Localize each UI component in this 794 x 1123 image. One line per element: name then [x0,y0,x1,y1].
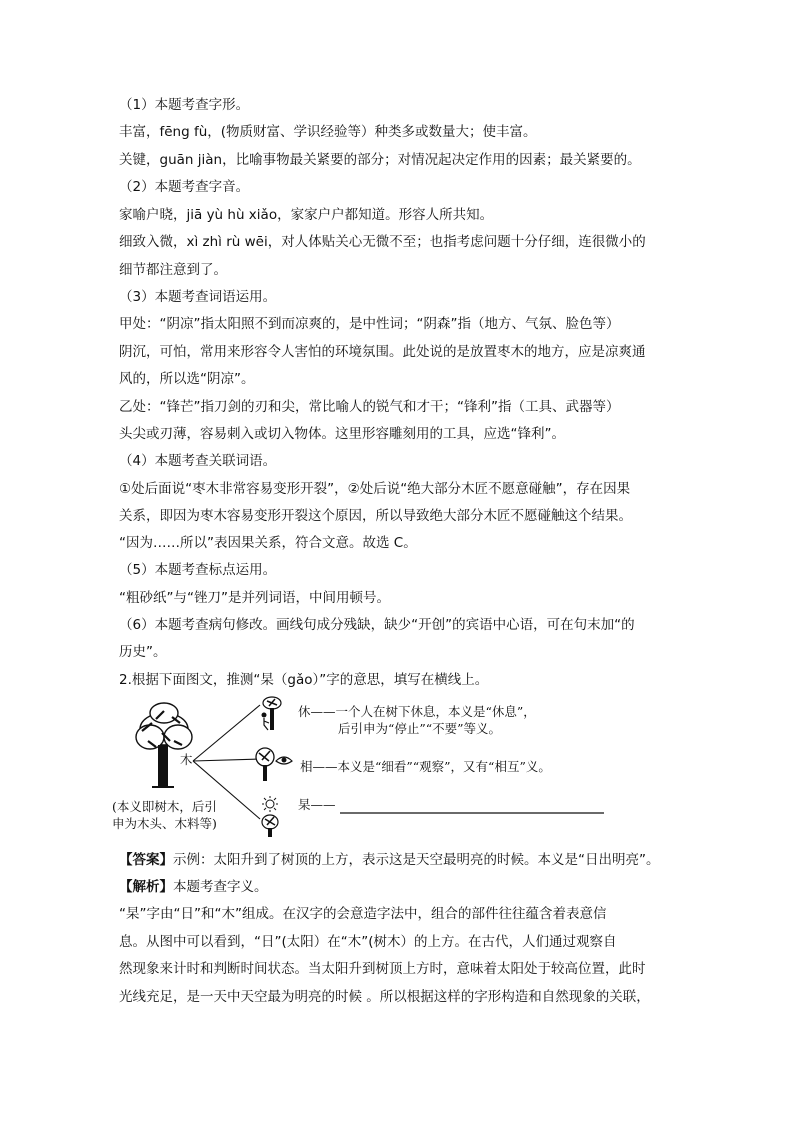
analysis-text: 本题考查字义。 [173,879,268,895]
person-under-tree-icon [262,697,282,730]
text-line: 细致入微，xì zhì rù wēi，对人体贴关心无微不至；也指考虑问题十分仔细，连很微小的 [119,234,646,250]
mu-note: 申为木头、木料等) [112,816,217,831]
sun-icon [262,796,278,812]
text-line: 丰富，fēng fù，(物质财富、学识经验等）种类多或数量大；使丰富。 [119,124,537,140]
text-line: 息。从图中可以看到，“日”(太阳）在“木”(树木）的上方。在古代，人们通过观察自 [119,934,617,950]
text-line: （1）本题考查字形。 [119,97,250,113]
text-line: 头尖或刃薄，容易刺入或切入物体。这里形容雕刻用的工具，应选“锋利”。 [119,426,565,442]
xiu-explanation: 休——一个人在树下休息，本义是“休息”， [298,704,536,719]
mu-character: 木 [180,752,193,767]
small-tree-icon [256,748,274,781]
text-line: 然现象来计时和判断时间状态。当太阳升到树顶上方时，意味着太阳处于较高位置，此时 [119,961,646,977]
text-line: 家喻户晓，jiā yù hù xiǎo，家家户户都知道。形容人所共知。 [119,207,494,223]
character-figure [112,693,632,841]
text-line: 细节都注意到了。 [119,262,227,278]
text-line: 乙处：“锋芒”指刀剑的刃和尖，常比喻人的锐气和才干；“锋利”指（工具、武器等） [119,399,620,415]
text-line: （5）本题考查标点运用。 [119,562,277,578]
mu-note: (本义即树木，后引 [112,799,217,814]
text-line: 风的，所以选“阴凉”。 [119,371,255,387]
text-line: ①处后面说“枣木非常容易变形开裂”，②处后说“绝大部分木匠不愿意碰触”，存在因果 [119,481,631,497]
eye-icon [276,757,292,764]
answer-text: 示例：太阳升到了树顶的上方，表示这是天空最明亮的时候。本义是“日出明亮”。 [173,852,660,868]
gao-label: 杲—— [298,797,336,812]
text-line: 关系，即因为枣木容易变形开裂这个原因，所以导致绝大部分木匠不愿碰触这个结果。 [119,508,632,524]
text-line: 阴沉，可怕，常用来形容令人害怕的环境氛围。此处说的是放置枣木的地方，应是凉爽通 [119,344,646,360]
text-line: （4）本题考查关联词语。 [119,453,277,469]
answer-line [119,850,679,870]
text-line: （6）本题考查病句修改。画线句成分残缺，缺少“开创”的宾语中心语，可在句末加“的 [119,617,635,633]
question-prompt: 2.根据下面图文，推测“杲（gǎo）”字的意思，填写在横线上。 [119,672,489,688]
text-line: （3）本题考查词语运用。 [119,289,277,305]
text-line: （2）本题考查字音。 [119,179,250,195]
text-line: “粗砂纸”与“锉刀”是并列词语，中间用顿号。 [119,590,390,606]
text-line: 甲处：“阴凉”指太阳照不到而凉爽的，是中性词；“阴森”指（地方、气氛、脸色等） [119,316,620,332]
text-line: “杲”字由“日”和“木”组成。在汉字的会意造字法中，组合的部件往往蕴含着表意信 [119,906,607,922]
xiu-explanation: 后引申为“停止”“不要”等义。 [338,721,502,736]
analysis-line [119,877,679,897]
xiang-explanation: 相——本义是“细看”“观察”，又有“相互”义。 [300,759,551,774]
text-line: 光线充足，是一天中天空最为明亮的时候 。所以根据这样的字形构造和自然现象的关联， [119,989,650,1005]
tree-below-sun-icon [262,815,278,837]
text-line: 历史”。 [119,644,167,660]
big-tree-icon [136,703,192,787]
answer-tag: 【答案】 [119,852,173,868]
analysis-tag: 【解析】 [119,879,173,895]
text-line: 关键，guān jiàn，比喻事物最关紧要的部分；对情况起决定作用的因素；最关紧要的。 [119,152,641,168]
text-line: “因为……所以”表因果关系，符合文意。故选 C。 [119,535,417,551]
